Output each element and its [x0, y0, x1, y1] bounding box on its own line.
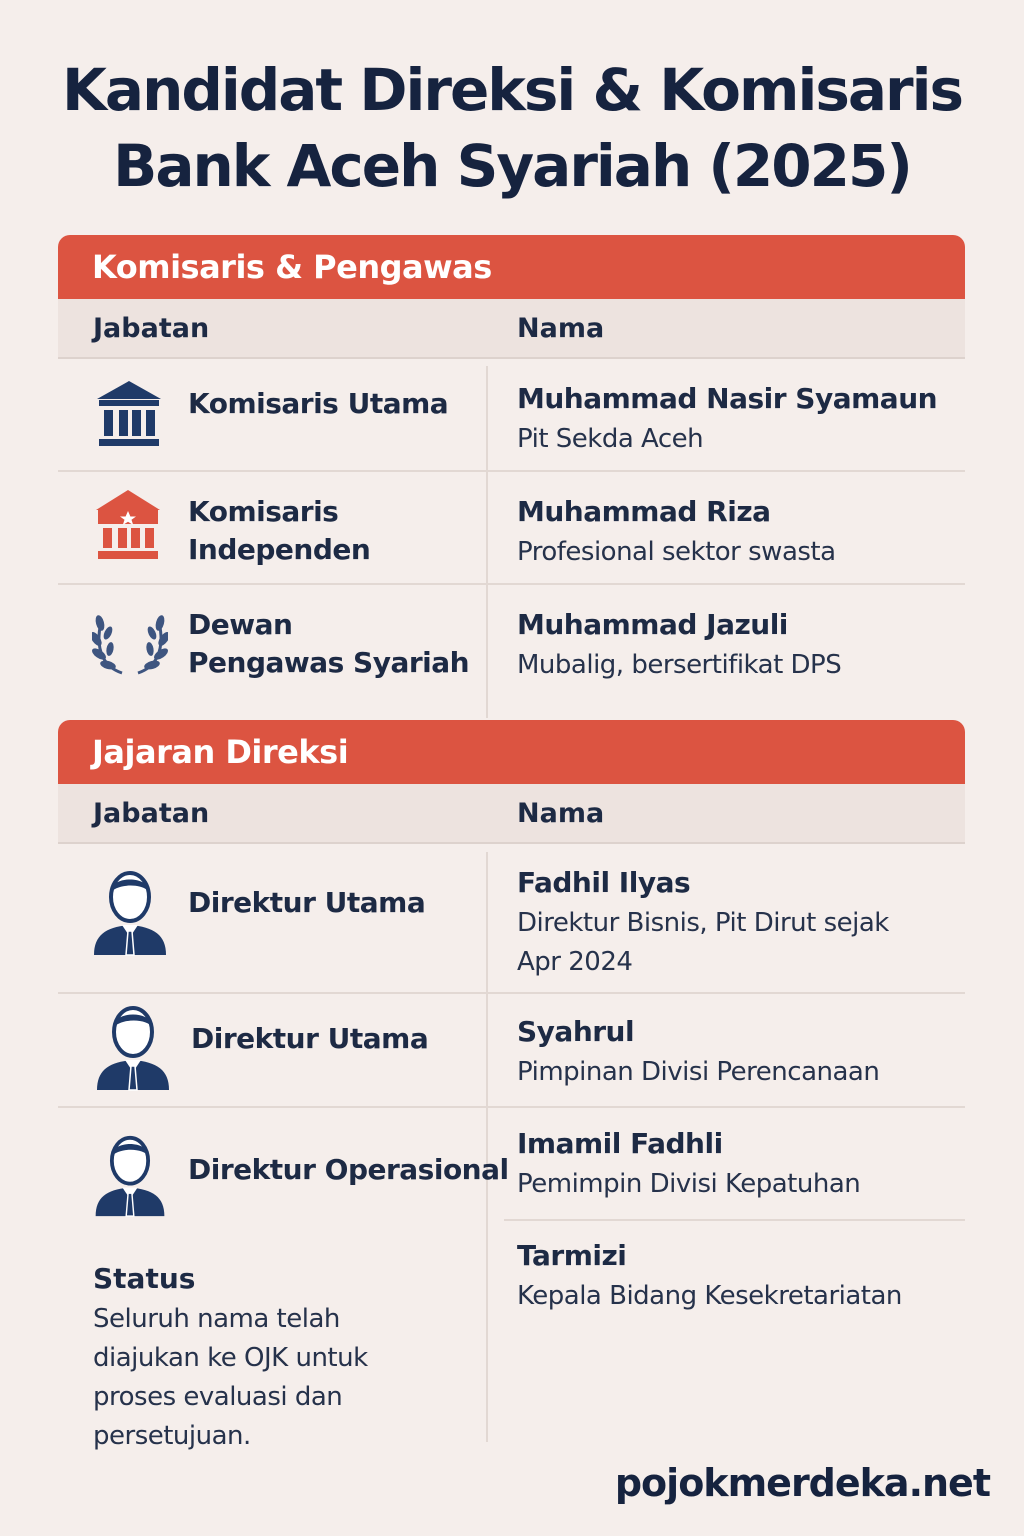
page-title-line-2: Bank Aceh Syariah (2025)	[113, 132, 911, 200]
status-title: Status	[93, 1262, 196, 1295]
nama-description: Pemimpin Divisi Kepatuhan	[517, 1169, 861, 1199]
page-title	[0, 52, 1024, 204]
komisaris-row	[58, 359, 965, 472]
nama-description: Pit Sekda Aceh	[517, 424, 704, 454]
nama-label: Muhammad Riza	[517, 495, 771, 528]
jabatan-direktur-utama: Direktur Utama	[188, 886, 426, 919]
page-title-line-1: Kandidat Direksi & Komisaris	[61, 56, 962, 124]
komisaris-section-header: Komisaris & Pengawas	[58, 235, 965, 299]
direksi-row	[58, 1108, 965, 1220]
status-text: Seluruh nama telah diajukan ke OJK untuk proses evaluasi dan persetujuan.	[93, 1304, 368, 1451]
independent-building-icon	[94, 488, 162, 562]
komisaris-row	[58, 585, 965, 718]
nama-label: Syahrul	[517, 1015, 635, 1048]
nama-description: Mubalig, bersertifikat DPS	[517, 650, 842, 680]
komisaris-column-headers	[58, 299, 965, 359]
person-suit-icon	[92, 869, 168, 957]
direksi-col-jabatan: Jabatan	[93, 798, 210, 829]
jabatan-line: Independen	[188, 533, 371, 566]
laurel-wreath-icon	[92, 609, 168, 677]
komisaris-row	[58, 472, 965, 585]
jabatan-line: Komisaris	[188, 495, 339, 528]
jabatan-line: Pengawas Syariah	[188, 646, 470, 679]
nama-description: Direktur Bisnis, Pit Dirut sejak Apr 2024	[517, 908, 889, 977]
direksi-column-headers	[58, 784, 965, 844]
nama-label: Imamil Fadhli	[517, 1127, 723, 1160]
komisaris-col-jabatan: Jabatan	[93, 313, 210, 344]
komisaris-col-nama: Nama	[517, 313, 605, 344]
nama-label: Tarmizi	[517, 1239, 627, 1272]
direksi-row	[58, 845, 965, 994]
nama-label: Fadhil Ilyas	[517, 866, 691, 899]
nama-label: Muhammad Nasir Syamaun	[517, 382, 938, 415]
jabatan-direktur-utama: Direktur Utama	[191, 1022, 429, 1055]
jabatan-komisaris-utama: Komisaris Utama	[188, 387, 449, 420]
nama-description: Kepala Bidang Kesekretariatan	[517, 1281, 902, 1311]
nama-description: Pimpinan Divisi Perencanaan	[517, 1057, 880, 1087]
jabatan-line: Dewan	[188, 608, 293, 641]
site-watermark: pojokmerdeka.net	[614, 1461, 990, 1505]
bank-building-icon	[95, 379, 163, 449]
jabatan-dewan-pengawas-syariah	[188, 606, 469, 682]
nama-label: Muhammad Jazuli	[517, 608, 788, 641]
person-suit-icon	[92, 1134, 168, 1218]
nama-description: Profesional sektor swasta	[517, 537, 836, 567]
direksi-col-nama: Nama	[517, 798, 605, 829]
jabatan-komisaris-independen	[188, 493, 370, 569]
jabatan-direktur-operasional: Direktur Operasional	[188, 1153, 509, 1186]
direksi-section-header: Jajaran Direksi	[58, 720, 965, 784]
direksi-row	[58, 994, 965, 1108]
person-suit-icon	[95, 1004, 171, 1092]
